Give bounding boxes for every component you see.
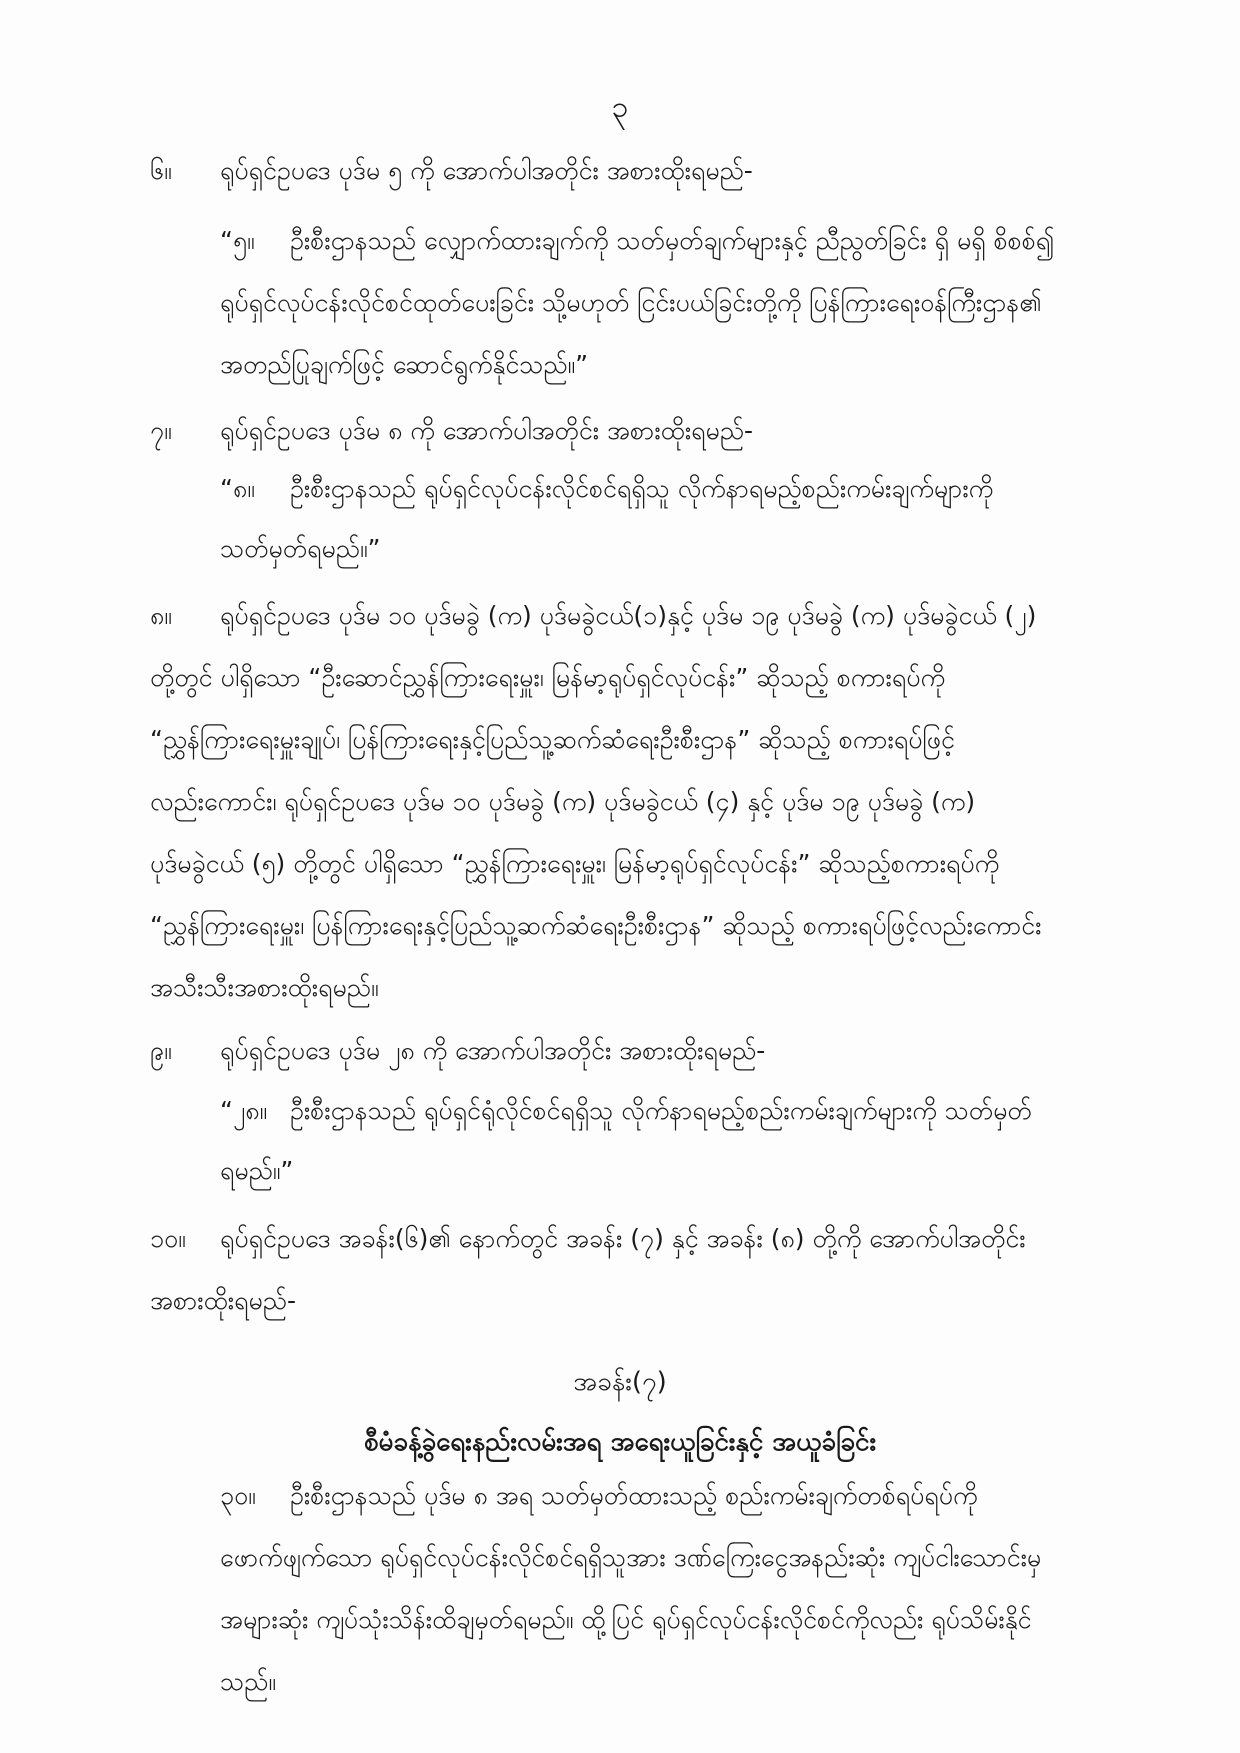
quote-line: သတ်မှတ်ရမည်။” xyxy=(220,534,381,563)
section-line: အများဆုံး ကျပ်သုံးသိန်းထိချမှတ်ရမည်။ ထို့ပြင် ရုပ်ရှင်လုပ်ငန်းလိုင်စင်ကိုလည်း ရုပ်သိမ်းနိုင် xyxy=(220,1605,1032,1634)
section-line: ဦးစီးဌာနသည် ပုဒ်မ ၈ အရ သတ်မှတ်ထားသည့် စည်းကမ်းချက်တစ်ရပ်ရပ်ကို xyxy=(290,1481,978,1510)
quote-continuation xyxy=(220,518,1150,580)
section-number: ၈။ xyxy=(150,601,172,630)
quote-number: “၈။ xyxy=(220,474,255,503)
section-text: ရုပ်ရှင်ဥပဒေ ပုဒ်မ ၂၈ ကို အောက်ပါအတိုင်း အစားထိုးရမည်- xyxy=(220,1036,766,1065)
quote-section-8 xyxy=(220,458,1150,520)
section-line: ပုဒ်မခွဲငယ် (၅) တို့တွင် ပါရှိသော “ညွှန်ကြားရေးမှူး၊ မြန်မာ့ရုပ်ရှင်လုပ်ငန်း” ဆိုသည့်စကားရပ်ကို xyxy=(150,849,1000,878)
quote-number: “၂၈။ xyxy=(220,1096,268,1125)
section-10 xyxy=(150,1208,1150,1332)
quote-line: ဦးစီးဌာနသည် ရုပ်ရှင်ရုံလိုင်စင်ရရှိသူ လိုက်နာရမည့်စည်းကမ်းချက်များကို သတ်မှတ် xyxy=(290,1096,1032,1125)
section-20 xyxy=(220,1465,1150,1713)
chapter-title: အခန်း(၇) xyxy=(573,1367,667,1397)
section-9 xyxy=(150,1020,1150,1082)
section-line: ရုပ်ရှင်ဥပဒေ ပုဒ်မ ၁၀ ပုဒ်မခွဲ (က) ပုဒ်မခွဲငယ်(၁)နှင့် ပုဒ်မ ၁၉ ပုဒ်မခွဲ (က) ပုဒ်မခွဲငယ် (၂) xyxy=(220,601,1037,630)
section-line: ရုပ်ရှင်ဥပဒေ အခန်း(၆)၏ နောက်တွင် အခန်း (၇) နှင့် အခန်း (၈) တို့ကို အောက်ပါအတိုင်း xyxy=(220,1224,1026,1253)
section-line: သည်။ xyxy=(220,1667,276,1696)
quote-section-28 xyxy=(220,1080,1150,1142)
section-line: “ညွှန်ကြားရေးမှူးချုပ်၊ ပြန်ကြားရေးနှင့်ပြည်သူ့ဆက်ဆံရေးဦးစီးဌာန” ဆိုသည့် စကားရပ်ဖြင့် xyxy=(150,725,955,754)
section-line: တို့တွင် ပါရှိသော “ဦးဆောင်ညွှန်ကြားရေးမှူး၊ မြန်မာ့ရုပ်ရှင်လုပ်ငန်း” ဆိုသည့် စကားရပ်ကို xyxy=(150,663,945,692)
section-number: ၉။ xyxy=(150,1036,172,1065)
section-6 xyxy=(150,140,1150,202)
section-8 xyxy=(150,585,1150,1019)
quote-continuation xyxy=(220,272,1150,396)
section-line: လည်းကောင်း၊ ရုပ်ရှင်ဥပဒေ ပုဒ်မ ၁၀ ပုဒ်မခွဲ (က) ပုဒ်မခွဲငယ် (၄) နှင့် ပုဒ်မ ၁၉ ပုဒ်မခွဲ (က) xyxy=(150,787,976,816)
quote-number: “၅။ xyxy=(220,226,255,255)
quote-section-5 xyxy=(220,210,1150,272)
section-line: ဖောက်ဖျက်သော ရုပ်ရှင်လုပ်ငန်းလိုင်စင်ရရှိသူအား ဒဏ်ကြေးငွေအနည်းဆုံး ကျပ်ငါးသောင်းမှ xyxy=(220,1543,1042,1572)
page-number: ၃ xyxy=(611,90,629,125)
section-line: အစားထိုးရမည်- xyxy=(150,1286,296,1315)
chapter-subtitle: စီမံခန့်ခွဲရေးနည်းလမ်းအရ အရေးယူခြင်းနှင့် အယူခံခြင်း xyxy=(363,1427,877,1457)
section-7 xyxy=(150,400,1150,462)
quote-line: ဦးစီးဌာနသည် လျှောက်ထားချက်ကို သတ်မှတ်ချက်များနှင့် ညီညွတ်ခြင်း ရှိ မရှိ စိစစ်၍ xyxy=(290,226,1055,255)
section-text: ရုပ်ရှင်ဥပဒေ ပုဒ်မ ၅ ကို အောက်ပါအတိုင်း အစားထိုးရမည်- xyxy=(220,156,753,185)
section-line: အသီးသီးအစားထိုးရမည်။ xyxy=(150,973,379,1002)
section-number: ၁၀။ xyxy=(150,1224,186,1253)
section-text: ရုပ်ရှင်ဥပဒေ ပုဒ်မ ၈ ကို အောက်ပါအတိုင်း အစားထိုးရမည်- xyxy=(220,416,754,445)
section-line: “ညွှန်ကြားရေးမှူး၊ ပြန်ကြားရေးနှင့်ပြည်သူ့ဆက်ဆံရေးဦးစီးဌာန” ဆိုသည့် စကားရပ်ဖြင့်လည်းကောင်း xyxy=(150,911,1042,940)
quote-line: အတည်ပြုချက်ဖြင့် ဆောင်ရွက်နိုင်သည်။” xyxy=(220,350,589,379)
section-number: ၃၀။ xyxy=(220,1481,256,1510)
quote-line: ဦးစီးဌာနသည် ရုပ်ရှင်လုပ်ငန်းလိုင်စင်ရရှိသူ လိုက်နာရမည့်စည်းကမ်းချက်များကို xyxy=(290,474,994,503)
quote-continuation xyxy=(220,1140,1150,1202)
quote-line: ရမည်။” xyxy=(220,1156,294,1185)
section-number: ၆။ xyxy=(150,156,172,185)
quote-line: ရုပ်ရှင်လုပ်ငန်းလိုင်စင်ထုတ်ပေးခြင်း သို့မဟုတ် ငြင်းပယ်ခြင်းတို့ကို ပြန်ကြားရေးဝန်ကြီးဌာန၏ xyxy=(220,288,1042,317)
section-number: ၇။ xyxy=(150,416,172,445)
